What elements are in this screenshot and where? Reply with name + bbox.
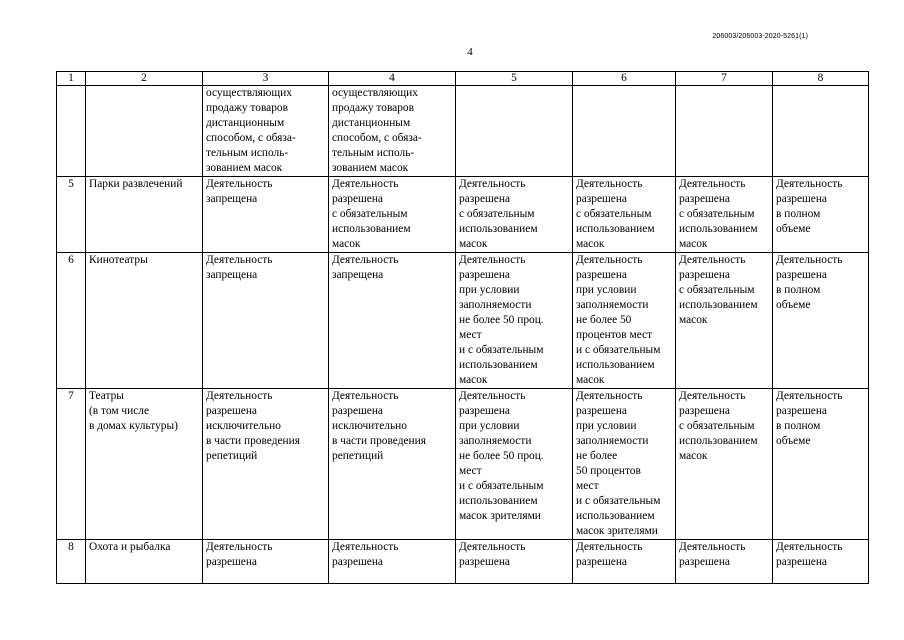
table-cell: Деятельность разрешена <box>456 540 573 584</box>
table-cell: Деятельность разрешена с обязательным использованием масок <box>456 177 573 253</box>
activity-name: Театры (в том числе в домах культуры) <box>86 389 203 540</box>
row-number: 8 <box>57 540 86 584</box>
column-header: 8 <box>773 72 869 86</box>
activity-name: Кинотеатры <box>86 253 203 389</box>
table-cell: Деятельность разрешена исключительно в части проведения репетиций <box>203 389 329 540</box>
table-cell: Деятельность разрешена в полном объеме <box>773 253 869 389</box>
table-cell: Деятельность разрешена с обязательным использованием масок <box>676 389 773 540</box>
table-cell: Деятельность запрещена <box>203 177 329 253</box>
document-id: 206003/206003-2020-5261(1) <box>712 33 808 40</box>
table-cell: Деятельность разрешена <box>573 540 676 584</box>
table-cell <box>573 86 676 177</box>
table-cell: осуществляющих продажу товаров дистанционным способом, с обяза- тельным исполь- зованием масок <box>329 86 456 177</box>
table-cell: Деятельность запрещена <box>329 253 456 389</box>
row-number <box>57 86 86 177</box>
activity-name: Охота и рыбалка <box>86 540 203 584</box>
table-cell: Деятельность разрешена <box>773 540 869 584</box>
table-cell <box>676 86 773 177</box>
row-number: 5 <box>57 177 86 253</box>
table-cell <box>773 86 869 177</box>
column-header: 6 <box>573 72 676 86</box>
table-cell: Деятельность разрешена с обязательным использованием масок <box>329 177 456 253</box>
table-row <box>57 253 869 389</box>
table-cell: Деятельность разрешена при условии заполняемости не более 50 проц. мест и с обязательным использованием масок зрителями <box>456 389 573 540</box>
table-row <box>57 177 869 253</box>
page-number: 4 <box>467 46 473 58</box>
column-header: 3 <box>203 72 329 86</box>
row-number: 7 <box>57 389 86 540</box>
column-header: 1 <box>57 72 86 86</box>
table-cell: Деятельность разрешена при условии заполняемости не более 50 проц. мест и с обязательным использованием масок <box>456 253 573 389</box>
table-row <box>57 389 869 540</box>
table-cell: Деятельность разрешена <box>329 540 456 584</box>
table-cell: Деятельность разрешена при условии заполняемости не более 50 процентов мест и с обязательным использованием масок <box>573 253 676 389</box>
table-cell: Деятельность разрешена в полном объеме <box>773 389 869 540</box>
table-cell: Деятельность разрешена с обязательным использованием масок <box>676 177 773 253</box>
row-number: 6 <box>57 253 86 389</box>
table-cell: Деятельность разрешена с обязательным использованием масок <box>573 177 676 253</box>
table-header-row <box>57 72 869 86</box>
table-cell: Деятельность разрешена с обязательным использованием масок <box>676 253 773 389</box>
table-row <box>57 86 869 177</box>
column-header: 5 <box>456 72 573 86</box>
table-cell: осуществляющих продажу товаров дистанционным способом, с обяза- тельным исполь- зованием масок <box>203 86 329 177</box>
table-row <box>57 540 869 584</box>
activity-name: Парки развлечений <box>86 177 203 253</box>
table-cell: Деятельность разрешена при условии заполняемости не более 50 процентов мест и с обязательным использованием масок зрителями <box>573 389 676 540</box>
restrictions-table <box>56 71 869 584</box>
table-cell: Деятельность разрешена <box>676 540 773 584</box>
table-cell: Деятельность разрешена <box>203 540 329 584</box>
table-cell: Деятельность запрещена <box>203 253 329 389</box>
activity-name <box>86 86 203 177</box>
table-cell <box>456 86 573 177</box>
column-header: 2 <box>86 72 203 86</box>
table-cell: Деятельность разрешена в полном объеме <box>773 177 869 253</box>
column-header: 7 <box>676 72 773 86</box>
table-cell: Деятельность разрешена исключительно в части проведения репетиций <box>329 389 456 540</box>
column-header: 4 <box>329 72 456 86</box>
